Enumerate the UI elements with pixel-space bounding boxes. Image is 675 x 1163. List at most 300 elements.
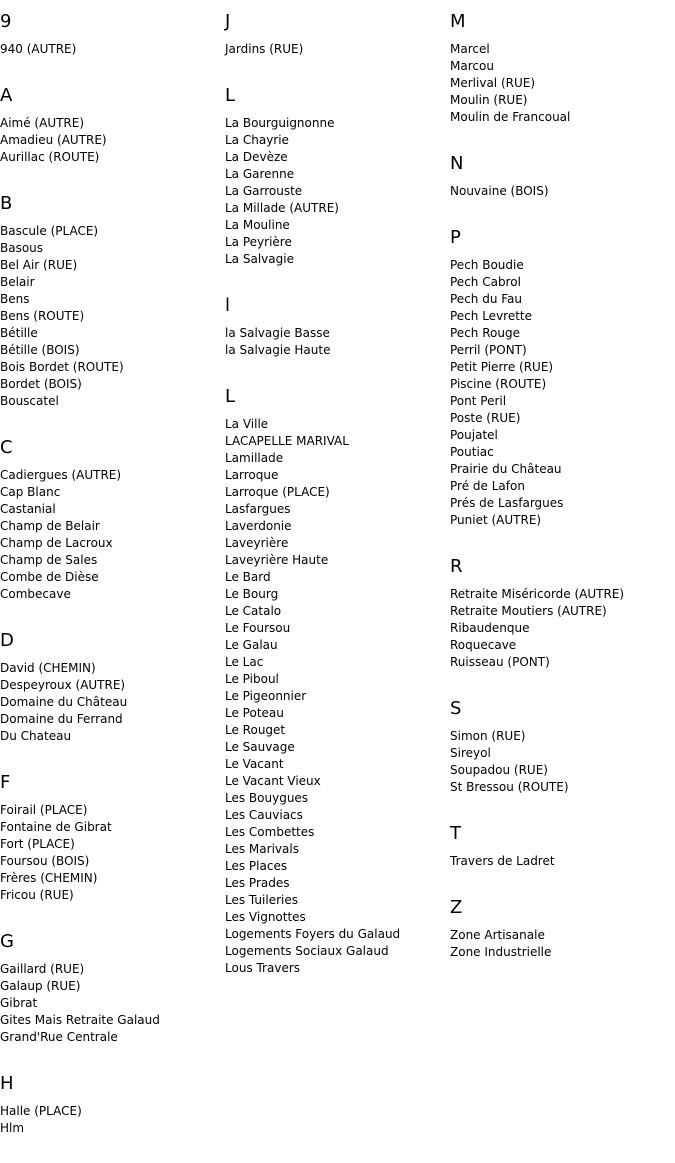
street-link[interactable]: Prairie du Château — [450, 462, 562, 476]
list-item — [225, 234, 450, 251]
street-link[interactable]: Grand'Rue Centrale — [0, 1030, 118, 1044]
letter-group — [0, 10, 225, 58]
letter-group — [0, 771, 225, 904]
list-item — [225, 501, 450, 518]
street-link[interactable]: Logements Sociaux Galaud — [225, 944, 389, 958]
list-item — [225, 807, 450, 824]
street-link[interactable]: La Mouline — [225, 218, 290, 232]
list-item — [450, 745, 675, 762]
letter-group — [225, 84, 450, 268]
street-link[interactable]: Le Pigeonnier — [225, 689, 307, 703]
letter-heading: L — [225, 386, 236, 407]
list-item — [225, 200, 450, 217]
street-link[interactable]: Jardins (RUE) — [225, 42, 304, 56]
list-item — [225, 909, 450, 926]
street-link[interactable]: Le Bard — [225, 570, 271, 584]
list-item — [225, 637, 450, 654]
street-list — [0, 467, 225, 603]
street-link[interactable]: Zone Industrielle — [450, 945, 552, 959]
street-link[interactable]: Champ de Sales — [0, 553, 98, 567]
street-link[interactable]: La Ville — [225, 417, 269, 431]
street-index-column-3 — [450, 0, 675, 987]
list-item — [225, 943, 450, 960]
street-link[interactable]: La Garrouste — [225, 184, 303, 198]
list-item — [450, 927, 675, 944]
street-link[interactable]: Hlm — [0, 1121, 25, 1135]
street-link[interactable]: Belair — [0, 275, 35, 289]
list-item — [225, 620, 450, 637]
street-link[interactable]: Bois Bordet (ROUTE) — [0, 360, 124, 374]
list-item — [450, 410, 675, 427]
street-link[interactable]: Gaillard (RUE) — [0, 962, 85, 976]
street-link[interactable]: Marcou — [450, 59, 494, 73]
list-item — [225, 960, 450, 977]
street-list — [450, 586, 675, 671]
list-item — [450, 109, 675, 126]
list-item — [450, 603, 675, 620]
list-item — [0, 711, 225, 728]
street-link[interactable]: La Devèze — [225, 150, 288, 164]
list-item — [225, 115, 450, 132]
street-link[interactable]: Le Rouget — [225, 723, 286, 737]
list-item — [0, 518, 225, 535]
street-link[interactable]: Foirail (PLACE) — [0, 803, 88, 817]
list-item — [450, 427, 675, 444]
street-link[interactable]: David (CHEMIN) — [0, 661, 96, 675]
list-item — [0, 660, 225, 677]
list-item — [450, 512, 675, 529]
list-item — [450, 478, 675, 495]
street-link[interactable]: Poutiac — [450, 445, 494, 459]
street-link[interactable]: Les Places — [225, 859, 288, 873]
list-item — [0, 887, 225, 904]
list-item — [0, 115, 225, 132]
list-item — [450, 461, 675, 478]
street-link[interactable]: Pech Rouge — [450, 326, 520, 340]
list-item — [225, 484, 450, 501]
street-link[interactable]: Amadieu (AUTRE) — [0, 133, 107, 147]
letter-heading: J — [225, 11, 231, 32]
street-link[interactable]: Fort (PLACE) — [0, 837, 75, 851]
list-item — [0, 694, 225, 711]
list-item — [225, 875, 450, 892]
list-item — [450, 779, 675, 796]
street-link[interactable]: Les Combettes — [225, 825, 315, 839]
letter-group — [450, 697, 675, 796]
list-item — [450, 58, 675, 75]
street-link[interactable]: Galaup (RUE) — [0, 979, 81, 993]
street-link[interactable]: Les Marivals — [225, 842, 299, 856]
list-item — [0, 1120, 225, 1137]
street-list — [225, 416, 450, 977]
list-item — [225, 705, 450, 722]
list-item — [225, 654, 450, 671]
list-item — [225, 149, 450, 166]
list-item — [225, 756, 450, 773]
list-item — [450, 637, 675, 654]
list-item — [0, 535, 225, 552]
letter-heading: C — [0, 437, 13, 458]
list-item — [0, 240, 225, 257]
street-link[interactable]: Le Lac — [225, 655, 264, 669]
list-item — [0, 376, 225, 393]
letter-heading: G — [0, 931, 14, 952]
letter-group — [450, 10, 675, 126]
street-link[interactable]: Le Piboul — [225, 672, 279, 686]
street-link[interactable]: Combe de Dièse — [0, 570, 99, 584]
street-link[interactable]: Basous — [0, 241, 44, 255]
street-link[interactable]: Marcel — [450, 42, 490, 56]
street-list — [450, 41, 675, 126]
street-link[interactable]: la Salvagie Basse — [225, 326, 330, 340]
street-link[interactable]: Le Galau — [225, 638, 278, 652]
list-item — [0, 978, 225, 995]
list-item — [450, 444, 675, 461]
street-link[interactable]: Soupadou (RUE) — [450, 763, 548, 777]
list-item — [0, 870, 225, 887]
street-link[interactable]: Poujatel — [450, 428, 498, 442]
letter-heading: P — [450, 227, 461, 248]
street-link[interactable]: la Salvagie Haute — [225, 343, 331, 357]
street-list — [450, 853, 675, 870]
street-link[interactable]: Le Sauvage — [225, 740, 295, 754]
letter-group — [0, 192, 225, 410]
list-item — [225, 688, 450, 705]
list-item — [0, 501, 225, 518]
list-item — [0, 291, 225, 308]
street-link[interactable]: Lasfargues — [225, 502, 291, 516]
street-link[interactable]: Le Poteau — [225, 706, 284, 720]
list-item — [0, 342, 225, 359]
list-item — [0, 802, 225, 819]
list-item — [450, 291, 675, 308]
street-link[interactable]: Lamillade — [225, 451, 284, 465]
street-link[interactable]: Poste (RUE) — [450, 411, 521, 425]
street-link[interactable]: Le Bourg — [225, 587, 279, 601]
list-item — [450, 620, 675, 637]
letter-heading: N — [450, 153, 464, 174]
street-list — [0, 1103, 225, 1137]
letter-heading: D — [0, 630, 14, 651]
list-item — [0, 1029, 225, 1046]
letter-heading: A — [0, 85, 13, 106]
street-list — [0, 802, 225, 904]
letter-group — [0, 436, 225, 603]
street-link[interactable]: Champ de Belair — [0, 519, 100, 533]
street-link[interactable]: Pech du Fau — [450, 292, 523, 306]
street-index-column-1 — [0, 0, 225, 1163]
street-link[interactable]: Sireyol — [450, 746, 491, 760]
letter-group — [0, 930, 225, 1046]
street-link[interactable]: Pont Peril — [450, 394, 507, 408]
street-link[interactable]: La Garenne — [225, 167, 295, 181]
street-link[interactable]: Perril (PONT) — [450, 343, 527, 357]
letter-heading: F — [0, 772, 11, 793]
list-item — [0, 853, 225, 870]
street-link[interactable]: La Chayrie — [225, 133, 289, 147]
street-link[interactable]: Merlival (RUE) — [450, 76, 536, 90]
street-link[interactable]: Domaine du Château — [0, 695, 128, 709]
list-item — [225, 926, 450, 943]
list-item — [0, 995, 225, 1012]
list-item — [450, 853, 675, 870]
list-item — [450, 342, 675, 359]
street-link[interactable]: Le Foursou — [225, 621, 291, 635]
letter-heading: L — [225, 85, 236, 106]
list-item — [450, 376, 675, 393]
letter-group — [225, 385, 450, 977]
letter-heading: H — [0, 1073, 14, 1094]
street-link[interactable]: Le Vacant — [225, 757, 284, 771]
street-list — [450, 183, 675, 200]
list-item — [450, 586, 675, 603]
list-item — [0, 274, 225, 291]
street-link[interactable]: Domaine du Ferrand — [0, 712, 123, 726]
list-item — [450, 495, 675, 512]
list-item — [0, 149, 225, 166]
list-item — [225, 773, 450, 790]
letter-group — [0, 629, 225, 745]
list-item — [225, 166, 450, 183]
street-link[interactable]: Zone Artisanale — [450, 928, 545, 942]
list-item — [0, 467, 225, 484]
street-link[interactable]: Halle (PLACE) — [0, 1104, 82, 1118]
street-list — [0, 660, 225, 745]
list-item — [225, 603, 450, 620]
street-link[interactable]: Le Catalo — [225, 604, 282, 618]
street-link[interactable]: Les Prades — [225, 876, 290, 890]
letter-group — [450, 226, 675, 529]
list-item — [225, 325, 450, 342]
list-item — [0, 325, 225, 342]
letter-heading: T — [450, 823, 461, 844]
street-link[interactable]: Travers de Ladret — [450, 854, 555, 868]
street-link[interactable]: Roquecave — [450, 638, 517, 652]
list-item — [225, 790, 450, 807]
street-list — [0, 115, 225, 166]
street-link[interactable]: Le Vacant Vieux — [225, 774, 321, 788]
street-link[interactable]: Gibrat — [0, 996, 38, 1010]
list-item — [0, 677, 225, 694]
street-link[interactable]: Champ de Lacroux — [0, 536, 113, 550]
list-item — [225, 569, 450, 586]
letter-group — [0, 84, 225, 166]
street-link[interactable]: Larroque (PLACE) — [225, 485, 330, 499]
street-link[interactable]: St Bressou (ROUTE) — [450, 780, 569, 794]
street-link[interactable]: Simon (RUE) — [450, 729, 526, 743]
list-item — [450, 728, 675, 745]
list-item — [225, 841, 450, 858]
list-item — [0, 41, 225, 58]
street-link[interactable]: Bordet (BOIS) — [0, 377, 82, 391]
street-link[interactable]: Laveyrière Haute — [225, 553, 329, 567]
letter-heading: Z — [450, 897, 463, 918]
list-item — [225, 183, 450, 200]
street-index-column-2 — [225, 0, 450, 1003]
street-list — [450, 927, 675, 961]
letter-group — [225, 10, 450, 58]
street-list — [225, 325, 450, 359]
street-link[interactable]: Pech Boudie — [450, 258, 524, 272]
street-link[interactable]: Gites Mais Retraite Galaud — [0, 1013, 160, 1027]
street-link[interactable]: Du Chateau — [0, 729, 72, 743]
street-link[interactable]: Moulin (RUE) — [450, 93, 528, 107]
list-item — [225, 433, 450, 450]
list-item — [225, 217, 450, 234]
list-item — [0, 1012, 225, 1029]
street-link[interactable]: Prés de Lasfargues — [450, 496, 564, 510]
list-item — [225, 416, 450, 433]
street-link[interactable]: Aurillac (ROUTE) — [0, 150, 100, 164]
street-link[interactable]: La Bourguignonne — [225, 116, 335, 130]
list-item — [225, 722, 450, 739]
letter-group — [450, 555, 675, 671]
list-item — [225, 892, 450, 909]
letter-group — [450, 822, 675, 870]
letter-group — [0, 1072, 225, 1137]
street-list — [225, 115, 450, 268]
street-link[interactable]: Laveyrière — [225, 536, 289, 550]
letter-group — [450, 152, 675, 200]
street-link[interactable]: Ribaudenque — [450, 621, 530, 635]
list-item — [0, 819, 225, 836]
list-item — [0, 223, 225, 240]
list-item — [225, 671, 450, 688]
street-link[interactable]: Bouscatel — [0, 394, 59, 408]
list-item — [450, 75, 675, 92]
list-item — [0, 961, 225, 978]
list-item — [450, 359, 675, 376]
list-item — [0, 393, 225, 410]
street-link[interactable]: Pech Cabrol — [450, 275, 521, 289]
list-item — [225, 858, 450, 875]
list-item — [450, 274, 675, 291]
letter-group — [225, 294, 450, 359]
list-item — [450, 944, 675, 961]
street-link[interactable]: Pré de Lafon — [450, 479, 525, 493]
street-list — [0, 961, 225, 1046]
street-link[interactable]: La Salvagie — [225, 252, 294, 266]
street-link[interactable]: Bétille (BOIS) — [0, 343, 80, 357]
street-link[interactable]: Frères (CHEMIN) — [0, 871, 98, 885]
street-link[interactable]: Bétille — [0, 326, 38, 340]
street-link[interactable]: Nouvaine (BOIS) — [450, 184, 549, 198]
street-link[interactable]: Lous Travers — [225, 961, 301, 975]
street-link[interactable]: Despeyroux (AUTRE) — [0, 678, 126, 692]
letter-heading: l — [225, 295, 231, 316]
street-list — [450, 257, 675, 529]
street-list — [0, 223, 225, 410]
list-item — [225, 586, 450, 603]
street-link[interactable]: Petit Pierre (RUE) — [450, 360, 554, 374]
list-item — [225, 552, 450, 569]
list-item — [450, 308, 675, 325]
list-item — [0, 484, 225, 501]
list-item — [0, 569, 225, 586]
list-item — [450, 183, 675, 200]
street-link[interactable]: Bens — [0, 292, 30, 306]
letter-group — [450, 896, 675, 961]
street-link[interactable]: Bascule (PLACE) — [0, 224, 99, 238]
list-item — [0, 1103, 225, 1120]
list-item — [450, 654, 675, 671]
letter-heading: M — [450, 11, 466, 32]
street-link[interactable]: Aimé (AUTRE) — [0, 116, 85, 130]
street-list — [225, 41, 450, 58]
list-item — [225, 535, 450, 552]
list-item — [0, 359, 225, 376]
list-item — [225, 518, 450, 535]
list-item — [0, 308, 225, 325]
list-item — [450, 325, 675, 342]
street-link[interactable]: 940 (AUTRE) — [0, 42, 77, 56]
street-link[interactable]: Retraite Moutiers (AUTRE) — [450, 604, 607, 618]
street-link[interactable]: Moulin de Francoual — [450, 110, 571, 124]
letter-heading: S — [450, 698, 462, 719]
street-link[interactable]: Pech Levrette — [450, 309, 533, 323]
letter-heading: B — [0, 193, 13, 214]
street-link[interactable]: Cap Blanc — [0, 485, 61, 499]
list-item — [0, 132, 225, 149]
list-item — [225, 251, 450, 268]
list-item — [450, 393, 675, 410]
street-link[interactable]: Les Bouygues — [225, 791, 309, 805]
street-list — [450, 728, 675, 796]
letter-heading: R — [450, 556, 463, 577]
street-link[interactable]: Larroque — [225, 468, 279, 482]
street-link[interactable]: Fontaine de Gibrat — [0, 820, 112, 834]
list-item — [450, 762, 675, 779]
list-item — [450, 257, 675, 274]
street-link[interactable]: Retraite Miséricorde (AUTRE) — [450, 587, 625, 601]
street-link[interactable]: Ruisseau (PONT) — [450, 655, 550, 669]
list-item — [0, 586, 225, 603]
list-item — [225, 132, 450, 149]
list-item — [225, 450, 450, 467]
list-item — [225, 824, 450, 841]
street-link[interactable]: Fricou (RUE) — [0, 888, 74, 902]
list-item — [0, 836, 225, 853]
street-link[interactable]: Castanial — [0, 502, 56, 516]
list-item — [450, 41, 675, 58]
street-link[interactable]: La Millade (AUTRE) — [225, 201, 339, 215]
street-link[interactable]: Les Tuileries — [225, 893, 298, 907]
list-item — [0, 257, 225, 274]
street-link[interactable]: Les Cauviacs — [225, 808, 303, 822]
list-item — [225, 41, 450, 58]
list-item — [0, 728, 225, 745]
street-link[interactable]: Bens (ROUTE) — [0, 309, 85, 323]
list-item — [225, 342, 450, 359]
street-link[interactable]: Logements Foyers du Galaud — [225, 927, 401, 941]
street-link[interactable]: Puniet (AUTRE) — [450, 513, 542, 527]
street-link[interactable]: Combecave — [0, 587, 71, 601]
street-link[interactable]: Les Vignottes — [225, 910, 306, 924]
list-item — [0, 552, 225, 569]
list-item — [450, 92, 675, 109]
street-link[interactable]: La Peyrière — [225, 235, 292, 249]
street-link[interactable]: Laverdonie — [225, 519, 292, 533]
list-item — [225, 739, 450, 756]
street-link[interactable]: Bel Air (RUE) — [0, 258, 78, 272]
list-item — [225, 467, 450, 484]
street-link[interactable]: Foursou (BOIS) — [0, 854, 90, 868]
letter-heading: 9 — [0, 11, 12, 32]
street-link[interactable]: Cadiergues (AUTRE) — [0, 468, 122, 482]
street-list — [0, 41, 225, 58]
street-link[interactable]: Piscine (ROUTE) — [450, 377, 547, 391]
street-link[interactable]: LACAPELLE MARIVAL — [225, 434, 349, 448]
